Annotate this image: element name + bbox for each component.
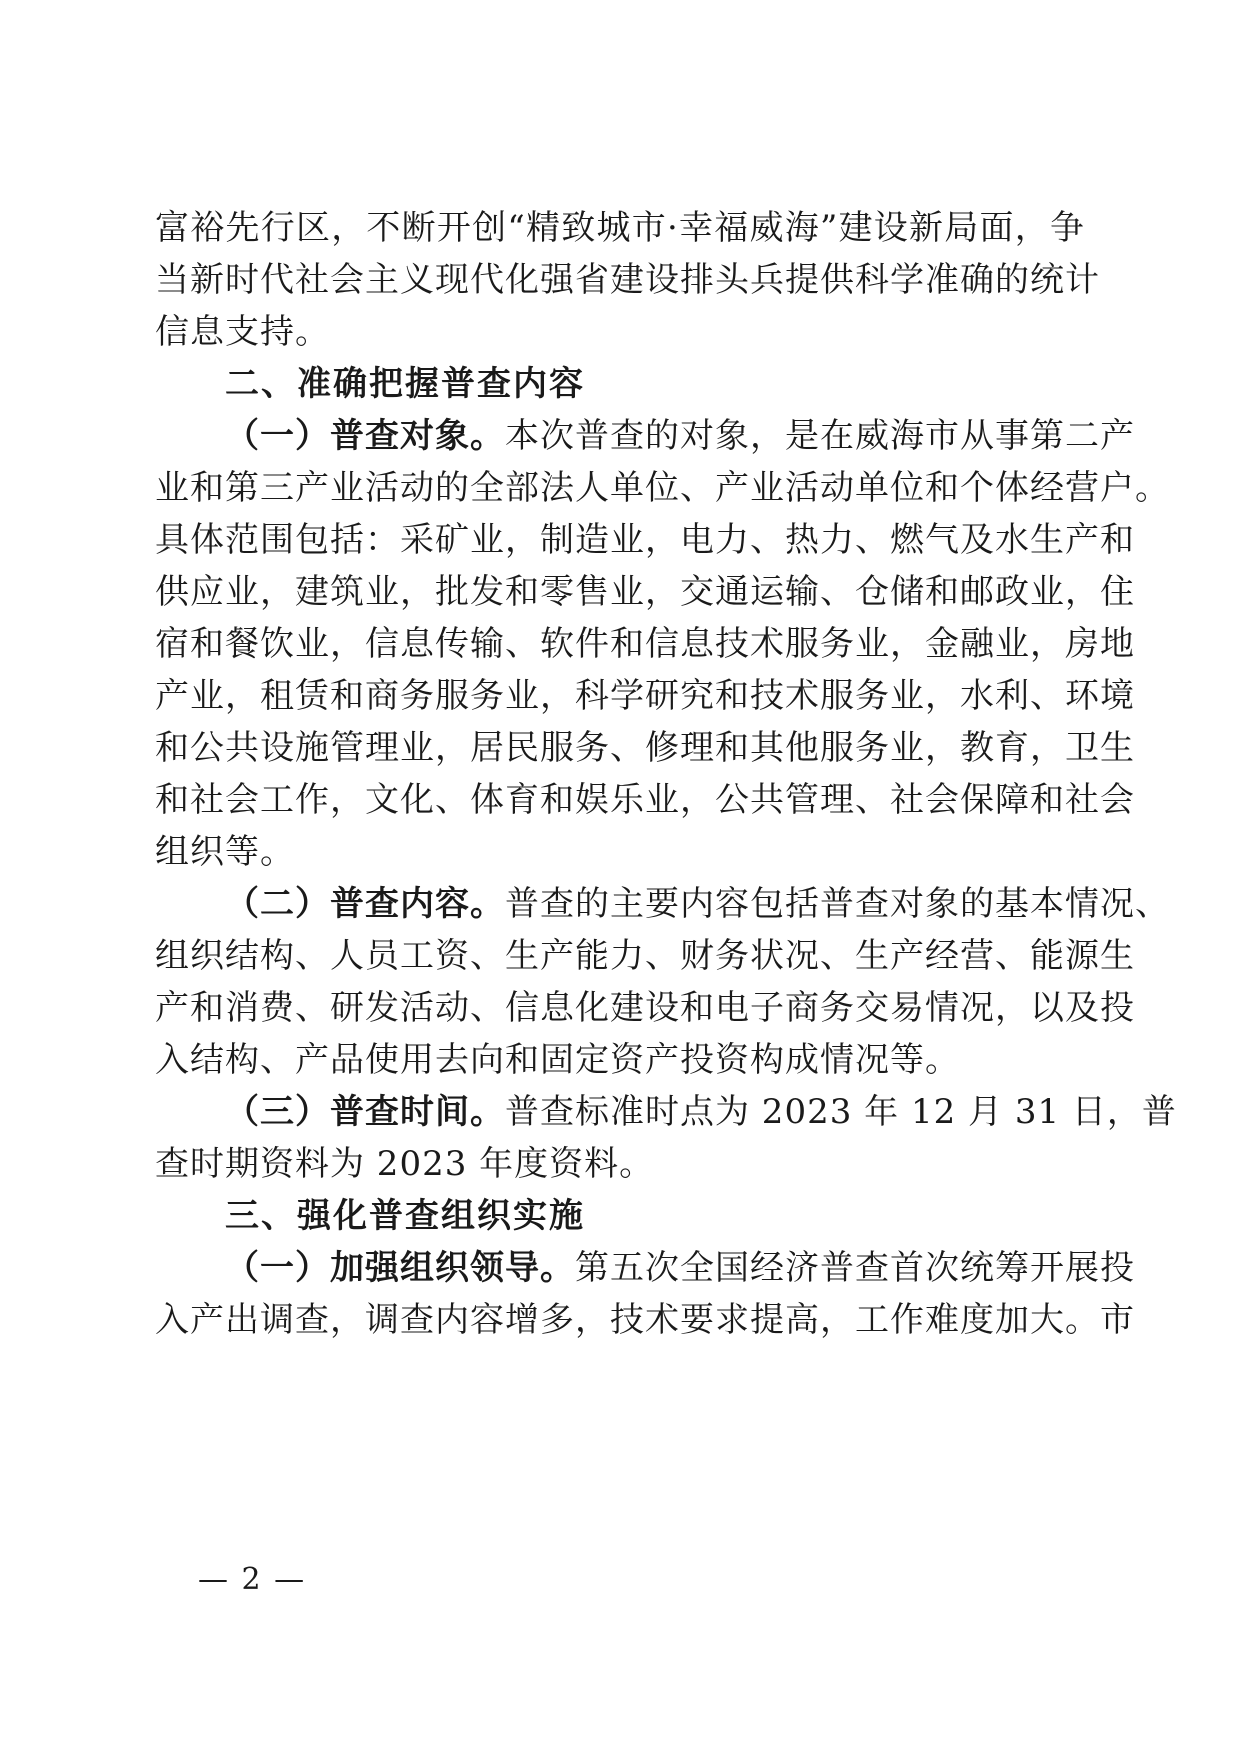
body-text: 普查标准时点为 2023 年 12 月 31 日，普 xyxy=(505,1092,1177,1132)
body-text-line: 宿和餐饮业，信息传输、软件和信息技术服务业，金融业，房地 xyxy=(155,624,1135,664)
body-text-line: 和公共设施管理业，居民服务、修理和其他服务业，教育，卫生 xyxy=(155,728,1135,768)
paragraph-first-line xyxy=(225,1239,1135,1297)
paragraph-first-line xyxy=(225,875,1170,933)
body-text-line: 信息支持。 xyxy=(155,312,330,352)
body-text-line: 当新时代社会主义现代化强省建设排头兵提供科学准确的统计 xyxy=(155,260,1100,300)
body-text-line: 富裕先行区，不断开创“精致城市·幸福威海”建设新局面，争 xyxy=(155,208,1085,248)
section-heading: 三、强化普查组织实施 xyxy=(225,1196,585,1236)
paragraph-first-line xyxy=(225,407,1135,465)
body-text: 本次普查的对象，是在威海市从事第二产 xyxy=(505,416,1135,456)
body-text-line: 查时期资料为 2023 年度资料。 xyxy=(155,1144,655,1184)
body-text: 普查的主要内容包括普查对象的基本情况、 xyxy=(505,884,1170,924)
page-number: — 2 — xyxy=(198,1562,307,1597)
paragraph-lead: （一）普查对象。 xyxy=(225,416,505,456)
paragraph-lead: （一）加强组织领导。 xyxy=(225,1248,575,1288)
body-text-line: 入结构、产品使用去向和固定资产投资构成情况等。 xyxy=(155,1040,960,1080)
body-text-line: 业和第三产业活动的全部法人单位、产业活动单位和个体经营户。 xyxy=(155,468,1170,508)
body-text-line: 产和消费、研发活动、信息化建设和电子商务交易情况，以及投 xyxy=(155,988,1135,1028)
body-text-line: 和社会工作，文化、体育和娱乐业，公共管理、社会保障和社会 xyxy=(155,780,1135,820)
body-text: 第五次全国经济普查首次统筹开展投 xyxy=(575,1248,1135,1288)
body-text-line: 组织等。 xyxy=(155,832,295,872)
body-text-line: 具体范围包括：采矿业，制造业，电力、热力、燃气及水生产和 xyxy=(155,520,1135,560)
body-text-line: 供应业，建筑业，批发和零售业，交通运输、仓储和邮政业，住 xyxy=(155,572,1135,612)
body-text-line: 入产出调查，调查内容增多，技术要求提高，工作难度加大。市 xyxy=(155,1300,1135,1340)
paragraph-lead: （二）普查内容。 xyxy=(225,884,505,924)
section-heading: 二、准确把握普查内容 xyxy=(225,364,585,404)
paragraph-first-line xyxy=(225,1083,1177,1141)
body-text-line: 产业，租赁和商务服务业，科学研究和技术服务业，水利、环境 xyxy=(155,676,1135,716)
body-text-line: 组织结构、人员工资、生产能力、财务状况、生产经营、能源生 xyxy=(155,936,1135,976)
paragraph-lead: （三）普查时间。 xyxy=(225,1092,505,1132)
